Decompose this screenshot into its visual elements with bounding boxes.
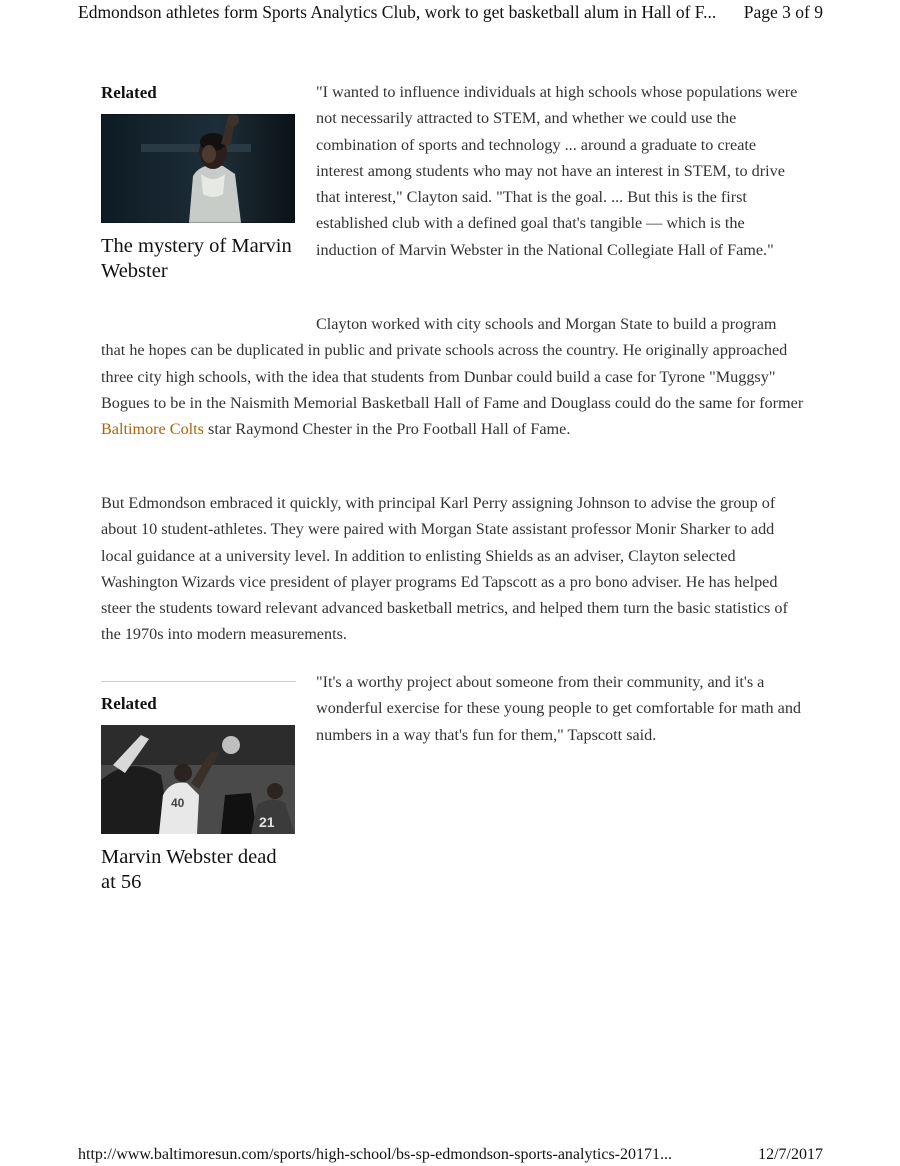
svg-text:21: 21 [259, 814, 275, 830]
related-headline[interactable]: The mystery of Marvin Webster [101, 235, 292, 282]
quote-text: "I wanted to influence individuals at high schools whose populations were not necessarily attracted to STEM, and whether we could use the combination of sports and technology ... around a graduate to create interest among students who may not have an interest in STEM, to drive that interest," Clayton said. "That is the goal. ... But this is the first established club with a defined goal that's tangible — which is the induction of Marvin Webster in the National Collegiate Hall of Fame." [316, 83, 798, 259]
print-footer-url: http://www.baltimoresun.com/sports/high-school/bs-sp-edmondson-sports-analytics-20171... [78, 1146, 673, 1163]
quote-paragraph-clayton [316, 79, 804, 263]
clayton-paragraph [101, 311, 804, 442]
svg-text:40: 40 [171, 796, 185, 810]
print-footer [78, 1146, 823, 1166]
baltimore-colts-link[interactable]: Baltimore Colts [101, 420, 204, 439]
clayton-text-end: star Raymond Chester in the Pro Football Hall of Fame. [203, 420, 571, 439]
quote-paragraph-tapscott [316, 669, 804, 748]
print-header-page-number: Page 3 of 9 [743, 2, 823, 22]
quote-text: "It's a worthy project about someone from their community, and it's a wonderful exercise for these young people to get comfortable for math and numbers in a way that's fun for them," Tapscott said. [316, 673, 802, 744]
related-article-webster-dead[interactable] [101, 681, 296, 895]
clayton-text-start: Clayton worked with city schools and Morgan State to build a program that he hopes can be duplicated in public and private schools across the country. He originally approached three city high schools, with the idea that students from Dunbar could build a case for Tyrone "Muggsy" Bogues to be in the Naismith Memorial Basketball Hall of Fame and Douglass could do the same for former [101, 315, 804, 412]
edmondson-paragraph [101, 490, 804, 648]
print-footer-date: 12/7/2017 [758, 1146, 823, 1163]
divider [101, 681, 296, 682]
related-headline[interactable]: Marvin Webster dead at 56 [101, 846, 277, 893]
related-label: Related [101, 694, 157, 713]
related-label: Related [101, 83, 157, 102]
related-article-webster-mystery[interactable] [101, 83, 296, 284]
webster-portrait-photo[interactable] [101, 114, 295, 223]
print-header [78, 2, 823, 26]
webster-game-photo[interactable] [101, 725, 295, 834]
edmondson-text: But Edmondson embraced it quickly, with principal Karl Perry assigning Johnson to advise the group of about 10 student-athletes. They were paired with Morgan State assistant professor Monir Sharker to add local guidance at a university level. In addition to enlisting Shields as an adviser, Clayton selected Washington Wizards vice president of player programs Ed Tapscott as a pro bono adviser. He has helped steer the students toward relevant advanced basketball metrics, and helped them turn the basic statistics of the 1970s into modern measurements. [101, 494, 788, 644]
print-header-title: Edmondson athletes form Sports Analytics Club, work to get basketball alum in Hall of F... [78, 2, 717, 22]
